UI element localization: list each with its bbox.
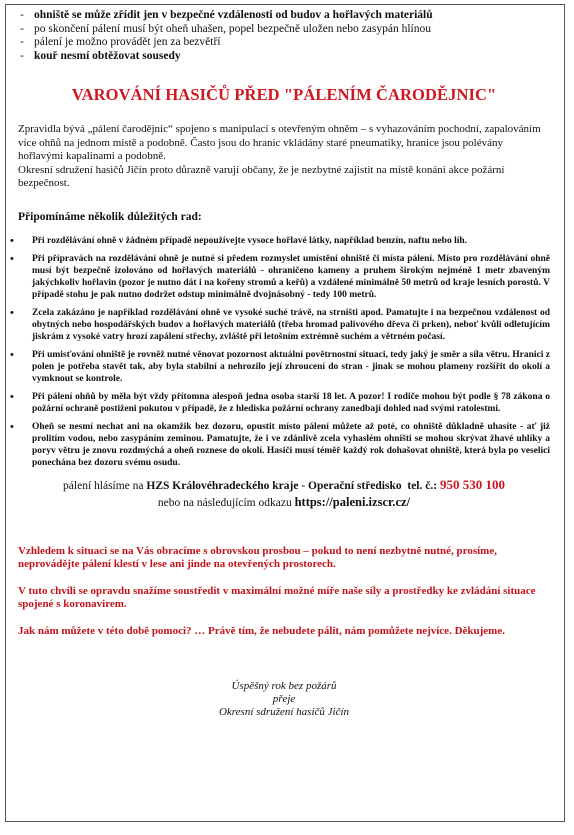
report-link[interactable]: https://paleni.izscr.cz/ [294,494,411,509]
list-item: - pálení je možno provádět jen za bezvětří [20,36,221,48]
list-item: • Při přípravách na rozdělávání ohně je nutné si předem rozmyslet umístění ohniště či místa pálení. Místo pro rozdělávání ohně musí být bezpečně izolováno od hořlavých materiálů - ohraničeno kameny a pruhem širokým nejméně 1 metr zbaveným jakýchkoliv hořlavin (pozor je nutno dát i na kořeny stromů a keřů) a vzdálené minimálně 50 metrů od kraje lesních porostů. V případě stohu je pak nutno dodržet odstup minimálně dvojnásobný - tedy 100 metrů. [10,252,550,300]
document-page [5,4,565,822]
bullet-icon: • [10,252,14,265]
page-title: VAROVÁNÍ HASIČŮ PŘED "PÁLENÍM ČARODĚJNIC" [71,85,497,104]
signature-line: přeje [272,693,296,705]
list-item: • Při rozdělávání ohně v žádném případě nepoužívejte vysoce hořlavé látky, například benzín, naftu nebo líh. [10,234,468,247]
bullet-icon: • [10,348,14,361]
report-line: pálení hlásíme na HZS Královéhradeckého kraje - Operační středisko tel. č.: 950 530 100 [63,476,505,492]
list-item: - kouř nesmí obtěžovat sousedy [20,49,181,62]
rules-summary-list [18,9,550,63]
intro-text [18,123,550,191]
bullet-icon: • [10,420,14,433]
bullet-icon: • [10,390,14,403]
bullet-icon: • [10,306,14,319]
appeal-paragraph: Vzhledem k situaci se na Vás obracíme s obrovskou prosbou – pokud to není nezbytně nutné, prosíme, neprovádějte pálení klestí v lese ani jinde na otevřených prostorech. [18,544,497,570]
list-item: • Při pálení ohňů by měla být vždy přítomna alespoň jedna osoba starší 18 let. A pozor! I rodiče mohou být podle § 78 zákona o požární ochraně postiženi pokutou v případě, že z hlediska požární ochrany zanedbají dohled nad svými ratolestmi. [10,390,550,414]
advice-list [10,234,550,469]
intro-paragraph: Zpravidla bývá „pálení čarodějnic“ spojeno s manipulací s otevřeným ohněm – s vyhazováním pochodní, zapalováním více ohňů na jednom místě a podobně. Často jsou do hranic vkládány staré pneumatiky, hranice jsou polévány hořlavými kapalinami a podobně. [18,123,541,162]
list-item: • Oheň se nesmí nechat ani na okamžik bez dozoru, opustit místo pálení můžete až poté, co ohniště důkladně uhasíte - ať již prolitím vodou, nebo zasypáním zeminou. Pamatujte, že i ve zdánlivě zcela vyhaslém ohništi se mohou skrývat žhavé uhlíky a poryv větru je znovu rozdmýchá a oheň roznese do okolí. Hasiči musí téměř každý rok dohašovat ohniště, která byla po veselici ponechána bez dozoru svému osudu. [10,420,550,468]
intro-paragraph: Okresní sdružení hasičů Jičín proto důrazně varují občany, že je nezbytné zajistit na místě konání akce požární bezpečnost. [18,163,505,189]
list-item: - ohniště se může zřídit jen v bezpečné vzdálenosti od budov a hořlavých materiálů [20,9,433,21]
signature-line: Okresní sdružení hasičů Jičín [218,706,350,718]
list-item: • Zcela zakázáno je například rozdělávání ohně ve vysoké suché trávě, na strništi apod. Pamatujte i na bezpečnou vzdálenost od obytných nebo hospodářských budov a hořlavých materiálů (třeba hromad palivového dřeva či prken), neboť kvůli odletujícím jiskrám z vysoké vatry hrozí zapálení střechy, zvláště při letošním extrémně suchém a větrném počasí. [10,306,550,342]
signature-line: Úspěšný rok bez požárů [231,680,337,692]
list-item: - po skončení pálení musí být oheň uhašen, popel bezpečně uložen nebo zasypán hlínou [20,22,431,35]
advice-heading: Připomínáme několik důležitých rad: [18,210,202,223]
bullet-icon: • [10,234,14,247]
signature [18,680,550,719]
list-item: • Při umisťování ohniště je rovněž nutné věnovat pozornost aktuální povětrnostní situaci, tedy jaký je směr a síla větru. Hranici z polen je potřeba stavět tak, aby byla stabilní a nehrozilo její zhroucení do stran - jinak se mohou plameny rozšířit do okolí a vymknout se kontrole. [10,348,550,384]
appeal-paragraph: V tuto chvíli se opravdu snažíme soustředit v maximální možné míře naše síly a prostředky ke zvládání situace spojené s koronavirem. [18,584,536,610]
report-organization: HZS Královéhradeckého kraje - Operační středisko [146,479,402,492]
report-link-line: nebo na následujícím odkazu https://paleni.izscr.cz/ [157,494,411,509]
report-phone: 950 530 100 [439,476,505,492]
appeal-paragraph: Jak nám můžete v této době pomoci? … Právě tím, že nebudete pálit, nám pomůžete nejvíce. Děkujeme. [18,624,505,637]
report-info [18,477,550,511]
